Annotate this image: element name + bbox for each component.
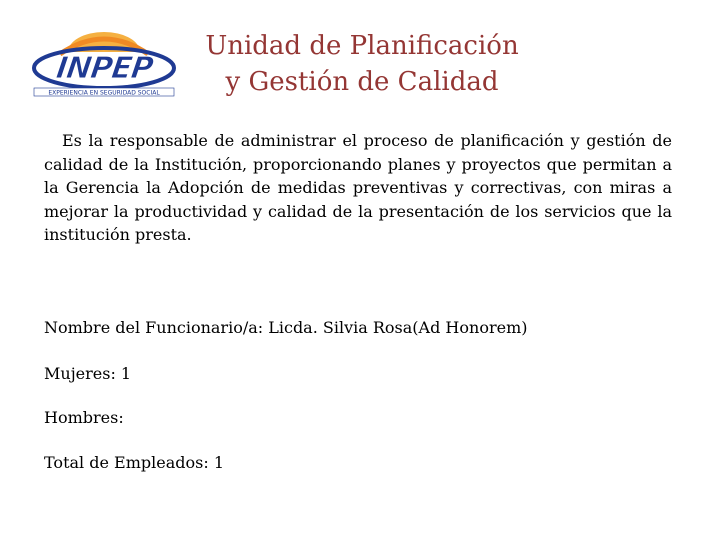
funcionario-field: Nombre del Funcionario/a: Licda. Silvia Rosa(Ad Honorem)	[44, 318, 528, 337]
title-line-1: Unidad de Planificación	[205, 31, 519, 61]
inpep-logo	[30, 28, 178, 100]
logo-tagline: EXPERIENCIA EN SEGURIDAD SOCIAL	[48, 89, 160, 97]
hombres-field: Hombres:	[44, 408, 124, 427]
unit-description: Es la responsable de administrar el proceso de planificación y gestión de calidad de la Institución, proporcionando planes y proyectos que permitan a la Gerencia la Adopción de medidas preventivas y correctivas, con miras a mejorar la productividad y calidad de la presentación de los servicios que la institución presta.	[44, 131, 672, 245]
logo-wordmark: INPEP	[54, 51, 155, 86]
page-title	[182, 28, 542, 100]
title-line-2: y Gestión de Calidad	[225, 67, 499, 97]
mujeres-field: Mujeres: 1	[44, 364, 132, 383]
total-empleados-field: Total de Empleados: 1	[44, 453, 224, 472]
